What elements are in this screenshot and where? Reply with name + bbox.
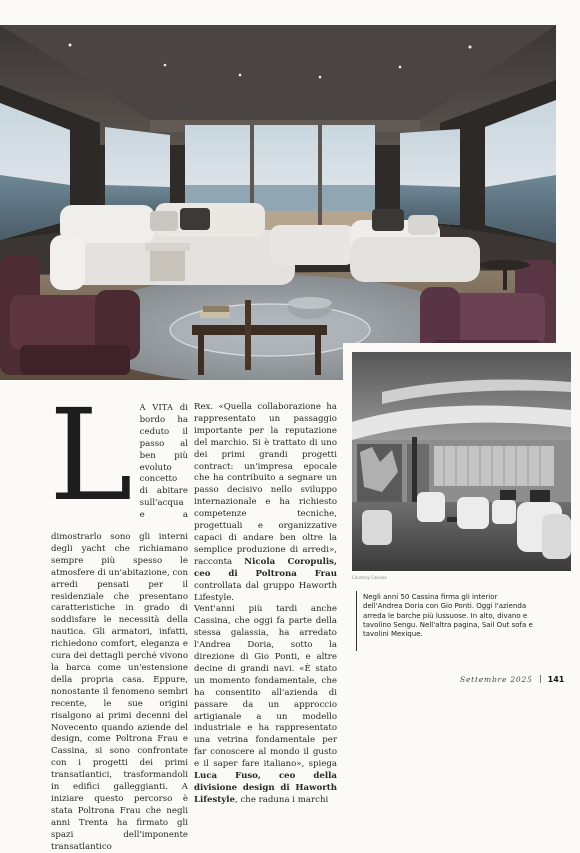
folio-separator [540, 675, 541, 683]
paragraph-1-tail: controllata dal gruppo Haworth Lifestyle. [194, 580, 337, 603]
hero-photo [0, 25, 556, 380]
yacht-salon-illustration [0, 25, 556, 380]
issue-date: Settembre 2025 [460, 675, 533, 684]
page-folio [460, 675, 564, 684]
inset-photo-frame [343, 343, 580, 586]
photo-credit: Courtesy Cassina [352, 575, 387, 580]
paragraph-1 [194, 402, 337, 604]
andrea-doria-lounge-illustration [352, 352, 571, 571]
lead-in: A VITA [139, 403, 174, 412]
drop-cap: L [49, 382, 133, 529]
page-number: 141 [547, 675, 565, 684]
article-column-1 [49, 382, 189, 853]
paragraph-2-tail: , che raduna i marchi [235, 794, 329, 805]
paragraph-2-text: Vent'anni più tardi anche Cassina, che oggi fa parte della stessa galassia, ha arredato l'Andrea Doria, sotto la direzione di Gio Ponti, e altre decine di grandi navi. «È stato un momento fondamentale, che ha consentito all'azienda di passare da un approccio artigianale a un modello industriale e ha rappresentato una vetrina fondamentale per far conoscere al mondo il gusto e il saper fare italiano», spiega [194, 604, 337, 770]
andrea-doria-photo [352, 352, 571, 571]
paragraph-2 [194, 604, 337, 806]
quoted-person-1: Nicola Coropulis, ceo di Poltrona Frau [194, 556, 338, 579]
article-column-2 [194, 402, 337, 807]
caption-rule [356, 591, 357, 651]
quoted-person-2: Luca Fuso, ceo della divisione design di Haworth Lifestyle [194, 771, 337, 805]
photo-caption: Negli anni 50 Cassina firma gli interior dell'Andrea Doria con Gio Ponti. Oggi l'azienda arreda le barche più lussuose. In alto, divano e tavolino Sengu. Nell'altra pagina, Sail Out sofa e tavolini Mexique. [363, 593, 533, 639]
paragraph-1-text: Rex. «Quella collaborazione ha rappresentato un passaggio importante per la reputazione del marchio. Si è trattato di uno dei primi grandi progetti contract: un'impresa epocale che ha contribuito a segnare un passo decisivo nello sviluppo internazionale e ha richiesto competenze tecniche, progettuali e organizzative capaci di andare ben oltre la semplice produzione di arredi», racconta [194, 402, 337, 567]
column-1-text: di bordo ha ceduto il passo al ben più evoluto concetto di abitare sull'acqua e a dimostrarlo sono gli interni degli yacht che richiamano sempre più spesso le atmosfere di un'abitazione, con arredi pensati per il residenziale che presentano caratteristiche in grado di soddisfare le necessità della nautica. Gli armatori, infatti, richiedono comfort, eleganza e cura dei dettagli perché vivono la barca come un'estensione della propria casa. Eppure, nonostante il fenomeno sembri recente, le sue origini risalgono ai primi decenni del Novecento quando aziende del design, come Poltrona Frau e Cassina, si sono confrontate con i progetti dei primi transatlantici, trasformandoli in edifici galleggianti. A iniziare questo percorso è stata Poltrona Frau che negli anni Trenta ha firmato gli spazi dell'imponente transatlantico [51, 403, 189, 852]
